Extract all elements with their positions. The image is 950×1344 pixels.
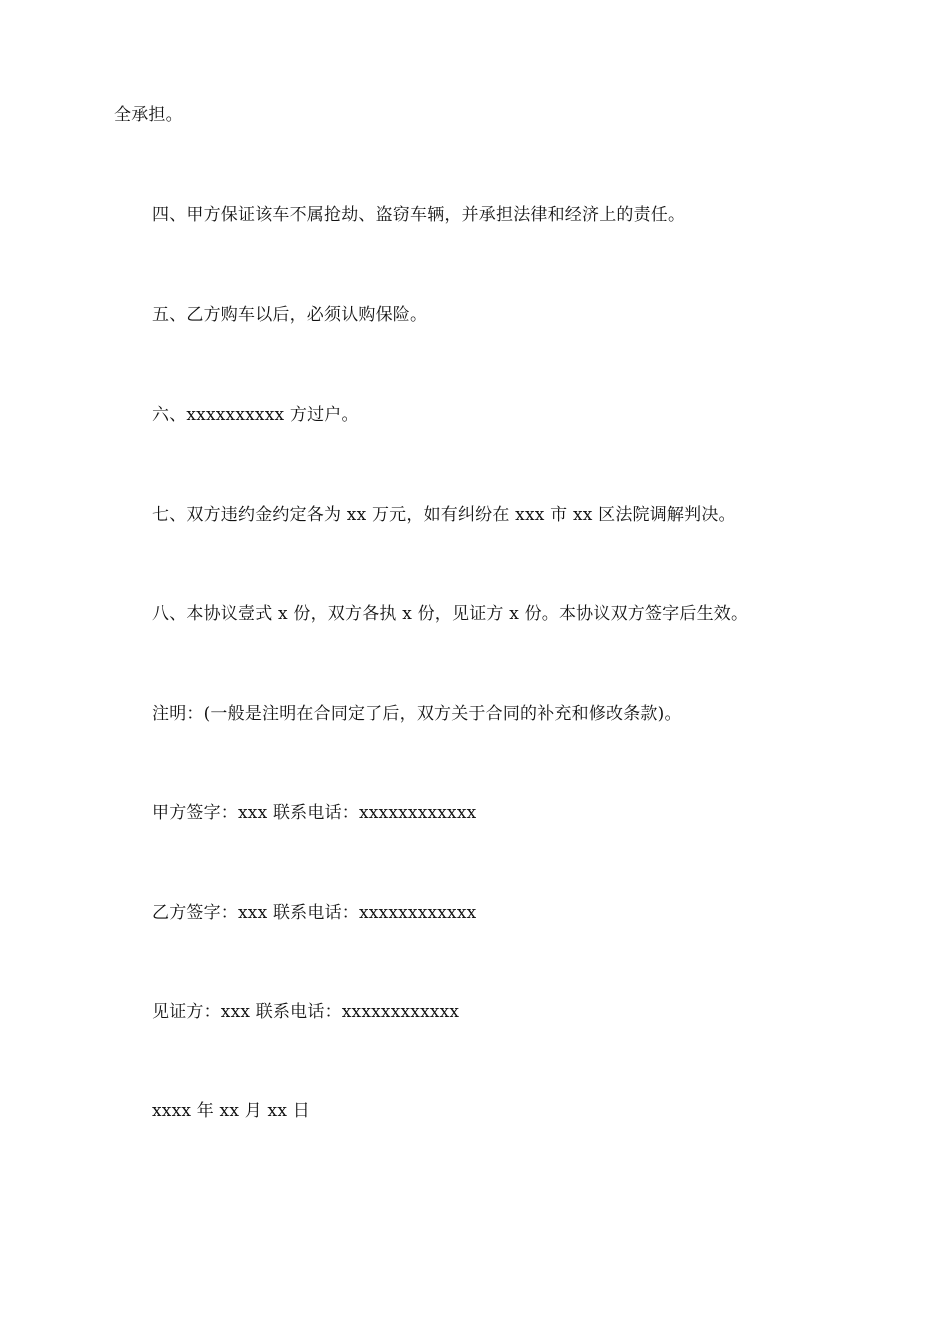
clause-seven: 七、双方违约金约定各为 xx 万元，如有纠纷在 xxx 市 xx 区法院调解判决。 [152,505,736,525]
clause-four: 四、甲方保证该车不属抢劫、盗窃车辆，并承担法律和经济上的责任。 [152,205,686,225]
paragraph-continuation: 全承担。 [114,105,183,125]
clause-eight: 八、本协议壹式 x 份，双方各执 x 份，见证方 x 份。本协议双方签字后生效。 [152,604,749,624]
clause-six: 六、xxxxxxxxxx 方过户。 [152,405,359,425]
witness-signature: 见证方：xxx 联系电话：xxxxxxxxxxxx [152,1002,460,1022]
party-b-signature: 乙方签字：xxx 联系电话：xxxxxxxxxxxx [152,903,477,923]
note-line: 注明：(一般是注明在合同定了后，双方关于合同的补充和修改条款)。 [152,704,682,724]
clause-five: 五、乙方购车以后，必须认购保险。 [152,305,428,325]
party-a-signature: 甲方签字：xxx 联系电话：xxxxxxxxxxxx [152,803,477,823]
signing-date: xxxx 年 xx 月 xx 日 [152,1101,310,1121]
